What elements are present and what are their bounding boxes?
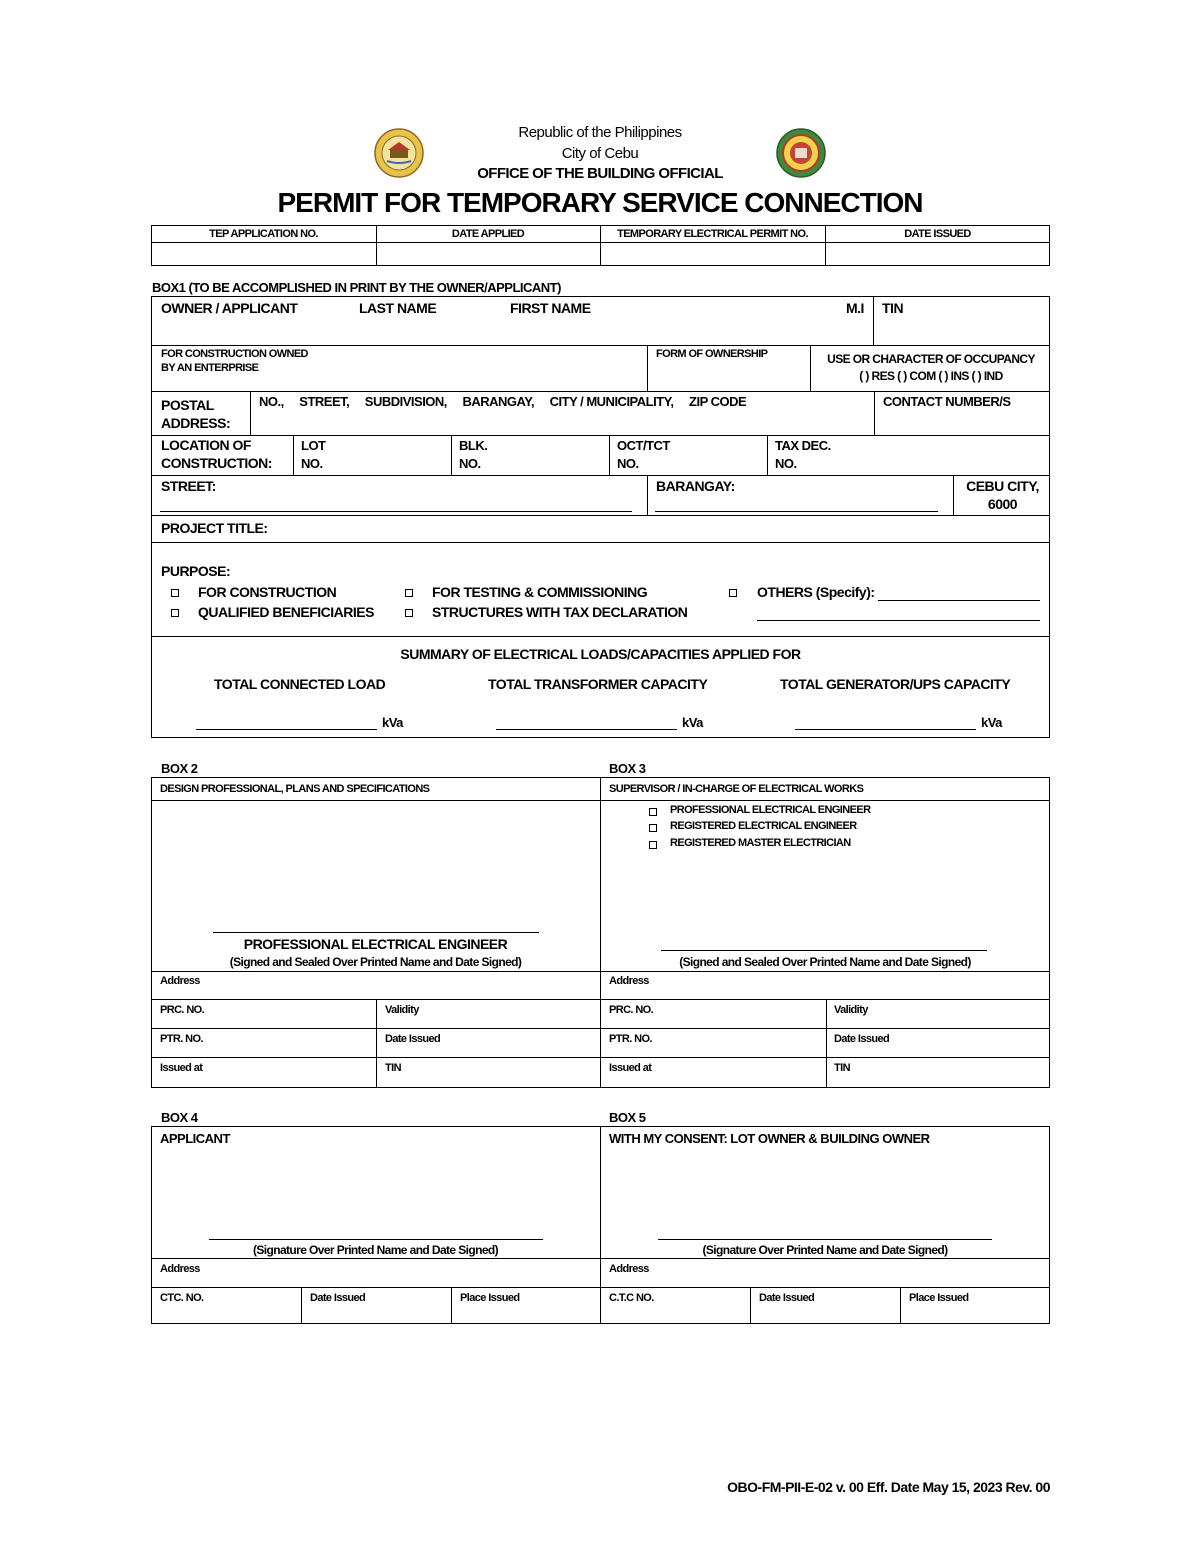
blk-field[interactable] bbox=[485, 452, 605, 472]
street-label: STREET: bbox=[161, 478, 216, 494]
header-republic: Republic of the Philippines bbox=[518, 124, 682, 141]
location-label-2: CONSTRUCTION: bbox=[161, 455, 272, 471]
box5-heading: WITH MY CONSENT: LOT OWNER & BUILDING OWNER bbox=[609, 1131, 930, 1146]
page-title: PERMIT FOR TEMPORARY SERVICE CONNECTION bbox=[277, 187, 923, 218]
address-parts-label: NO., STREET, SUBDIVISION, BARANGAY, CITY / MUNICIPALITY, ZIP CODE bbox=[259, 394, 747, 409]
street-field[interactable] bbox=[160, 511, 632, 512]
checkbox-testing-commissioning[interactable] bbox=[405, 589, 413, 597]
enterprise-label-1: FOR CONSTRUCTION OWNED bbox=[161, 348, 308, 360]
postal-label-2: ADDRESS: bbox=[161, 415, 231, 431]
box4-heading: APPLICANT bbox=[160, 1131, 230, 1146]
owner-name-field[interactable] bbox=[160, 320, 868, 342]
box2-sign-note: (Signed and Sealed Over Printed Name and Date Signed) bbox=[229, 955, 522, 969]
checkbox-pro-ee[interactable] bbox=[649, 808, 657, 816]
box3-validity-label: Validity bbox=[834, 1004, 868, 1016]
total-connected-unit: kVa bbox=[382, 715, 403, 730]
last-name-label: LAST NAME bbox=[359, 300, 437, 316]
box3-label: BOX 3 bbox=[609, 761, 646, 776]
box3-option-pro-ee: PROFESSIONAL ELECTRICAL ENGINEER bbox=[670, 804, 871, 816]
purpose-qualified-beneficiaries: QUALIFIED BENEFICIARIES bbox=[198, 604, 374, 620]
header-city: City of Cebu bbox=[561, 145, 639, 162]
taxdec-label-2: NO. bbox=[775, 456, 797, 471]
mi-label: M.I bbox=[846, 300, 864, 316]
cebu-city-label-2: 6000 bbox=[987, 496, 1018, 512]
postal-label-1: POSTAL bbox=[161, 397, 214, 413]
box4-address-label: Address bbox=[160, 1263, 200, 1275]
box5-label: BOX 5 bbox=[609, 1110, 646, 1125]
summary-heading: SUMMARY OF ELECTRICAL LOADS/CAPACITIES APPLIED FOR bbox=[400, 646, 801, 662]
box4-ctc-label: CTC. NO. bbox=[160, 1292, 204, 1304]
others-specify-field-1[interactable] bbox=[878, 600, 1040, 601]
total-transformer-label: TOTAL TRANSFORMER CAPACITY bbox=[488, 676, 708, 692]
box5-address-label: Address bbox=[609, 1263, 649, 1275]
use-occupancy-options[interactable]: ( ) RES ( ) COM ( ) INS ( ) IND bbox=[859, 369, 1003, 383]
enterprise-label-2: BY AN ENTERPRISE bbox=[161, 362, 259, 374]
total-generator-unit: kVa bbox=[981, 715, 1002, 730]
checkbox-qualified-beneficiaries[interactable] bbox=[171, 609, 179, 617]
box3-sign-note: (Signed and Sealed Over Printed Name and Date Signed) bbox=[679, 955, 971, 969]
total-generator-field[interactable] bbox=[795, 729, 976, 730]
permit-no-field[interactable] bbox=[602, 244, 823, 264]
box5-sign-note: (Signature Over Printed Name and Date Signed) bbox=[702, 1243, 948, 1257]
purpose-label: PURPOSE: bbox=[161, 563, 231, 579]
barangay-field[interactable] bbox=[655, 511, 938, 512]
box2-ptr-label: PTR. NO. bbox=[160, 1033, 203, 1045]
checkbox-rme[interactable] bbox=[649, 841, 657, 849]
cebu-city-label-1: CEBU CITY, bbox=[966, 478, 1039, 494]
postal-address-field[interactable] bbox=[255, 412, 870, 432]
oct-field[interactable] bbox=[643, 452, 763, 472]
purpose-for-construction: FOR CONSTRUCTION bbox=[198, 584, 337, 600]
box3-address-label: Address bbox=[609, 975, 649, 987]
contact-field[interactable] bbox=[879, 412, 1046, 432]
total-transformer-unit: kVa bbox=[682, 715, 703, 730]
box2-date-issued-label: Date Issued bbox=[385, 1033, 441, 1045]
box3-prc-label: PRC. NO. bbox=[609, 1004, 654, 1016]
date-issued-field[interactable] bbox=[827, 244, 1048, 264]
box3-heading: SUPERVISOR / IN-CHARGE OF ELECTRICAL WORKS bbox=[609, 783, 864, 795]
use-occupancy-label: USE OR CHARACTER OF OCCUPANCY bbox=[827, 352, 1035, 366]
box3-issued-at-label: Issued at bbox=[609, 1062, 652, 1074]
box1-heading: BOX1 (TO BE ACCOMPLISHED IN PRINT BY THE OWNER/APPLICANT) bbox=[152, 280, 561, 295]
checkbox-others[interactable] bbox=[729, 589, 737, 597]
tep-application-field[interactable] bbox=[153, 244, 374, 264]
contact-label: CONTACT NUMBER/S bbox=[883, 394, 1011, 409]
box2-tin-label: TIN bbox=[385, 1062, 401, 1074]
owner-tin-field[interactable] bbox=[878, 320, 1046, 342]
first-name-label: FIRST NAME bbox=[510, 300, 591, 316]
owner-label: OWNER / APPLICANT bbox=[161, 300, 298, 316]
box3-option-rme: REGISTERED MASTER ELECTRICIAN bbox=[670, 837, 851, 849]
header-office: OFFICE OF THE BUILDING OFFICIAL bbox=[477, 165, 723, 182]
box3-tin-label: TIN bbox=[834, 1062, 850, 1074]
oct-label-2: NO. bbox=[617, 456, 639, 471]
checkbox-tax-declaration[interactable] bbox=[405, 609, 413, 617]
location-label-1: LOCATION OF bbox=[161, 437, 251, 453]
box3-option-reg-ee: REGISTERED ELECTRICAL ENGINEER bbox=[670, 820, 857, 832]
total-connected-label: TOTAL CONNECTED LOAD bbox=[214, 676, 386, 692]
box4-place-issued-label: Place Issued bbox=[460, 1292, 520, 1304]
permit-no-header: TEMPORARY ELECTRICAL PERMIT NO. bbox=[617, 228, 808, 240]
taxdec-label-1: TAX DEC. bbox=[775, 438, 831, 453]
others-specify-field-2[interactable] bbox=[757, 620, 1040, 621]
lot-label-2: NO. bbox=[301, 456, 323, 471]
box2-signature-line[interactable] bbox=[213, 932, 539, 933]
project-title-label: PROJECT TITLE: bbox=[161, 520, 268, 536]
box2-label: BOX 2 bbox=[161, 761, 198, 776]
barangay-label: BARANGAY: bbox=[656, 478, 735, 494]
total-transformer-field[interactable] bbox=[496, 729, 677, 730]
purpose-others: OTHERS (Specify): bbox=[757, 584, 875, 600]
tin-label: TIN bbox=[882, 300, 904, 316]
lot-field[interactable] bbox=[325, 452, 445, 472]
purpose-tax-declaration: STRUCTURES WITH TAX DECLARATION bbox=[432, 604, 688, 620]
blk-label-1: BLK. bbox=[459, 438, 488, 453]
box5-date-issued-label: Date Issued bbox=[759, 1292, 815, 1304]
checkbox-reg-ee[interactable] bbox=[649, 824, 657, 832]
lot-label-1: LOT bbox=[301, 438, 326, 453]
date-applied-header: DATE APPLIED bbox=[451, 228, 525, 240]
date-issued-header: DATE ISSUED bbox=[904, 228, 971, 240]
box2-address-label: Address bbox=[160, 975, 200, 987]
box2-issued-at-label: Issued at bbox=[160, 1062, 203, 1074]
box2-heading: DESIGN PROFESSIONAL, PLANS AND SPECIFICATIONS bbox=[160, 783, 430, 795]
tep-application-header: TEP APPLICATION NO. bbox=[209, 228, 318, 240]
box2-prc-label: PRC. NO. bbox=[160, 1004, 205, 1016]
box4-label: BOX 4 bbox=[161, 1110, 198, 1125]
taxdec-field[interactable] bbox=[801, 452, 1046, 472]
form-code-footer: OBO-FM-PII-E-02 v. 00 Eff. Date May 15, 2023 Rev. 00 bbox=[727, 1479, 1050, 1495]
form-ownership-label: FORM OF OWNERSHIP bbox=[656, 348, 768, 360]
date-applied-field[interactable] bbox=[378, 244, 598, 264]
box3-signature-line[interactable] bbox=[661, 950, 987, 951]
total-generator-label: TOTAL GENERATOR/UPS CAPACITY bbox=[780, 676, 1011, 692]
box3-date-issued-label: Date Issued bbox=[834, 1033, 890, 1045]
box4-signature-line[interactable] bbox=[209, 1239, 543, 1240]
box3-ptr-label: PTR. NO. bbox=[609, 1033, 652, 1045]
total-connected-field[interactable] bbox=[196, 729, 377, 730]
box2-validity-label: Validity bbox=[385, 1004, 419, 1016]
box5-signature-line[interactable] bbox=[658, 1239, 992, 1240]
box2-signer: PROFESSIONAL ELECTRICAL ENGINEER bbox=[243, 936, 508, 952]
purpose-testing-commissioning: FOR TESTING & COMMISSIONING bbox=[432, 584, 648, 600]
checkbox-for-construction[interactable] bbox=[171, 589, 179, 597]
box5-ctc-label: C.T.C NO. bbox=[609, 1292, 654, 1304]
blk-label-2: NO. bbox=[459, 456, 481, 471]
oct-label-1: OCT/TCT bbox=[617, 438, 670, 453]
project-title-field[interactable] bbox=[290, 518, 1045, 540]
box4-sign-note: (Signature Over Printed Name and Date Signed) bbox=[252, 1243, 499, 1257]
box5-place-issued-label: Place Issued bbox=[909, 1292, 969, 1304]
box4-date-issued-label: Date Issued bbox=[310, 1292, 366, 1304]
